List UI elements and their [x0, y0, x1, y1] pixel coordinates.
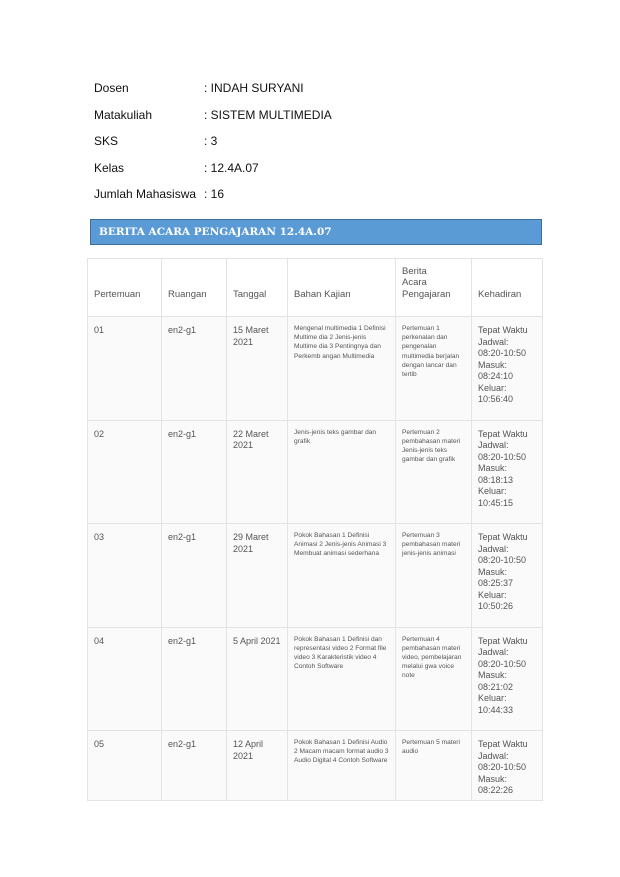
cell-tanggal: 15 Maret 2021	[227, 317, 288, 421]
cell-pertemuan: 01	[88, 317, 162, 421]
kehadiran-line: 10:44:33	[478, 704, 514, 715]
info-value: : INDAH SURYANI	[204, 81, 304, 96]
cell-tanggal: 5 April 2021	[227, 627, 288, 731]
kehadiran-line: Tepat Waktu	[478, 428, 528, 439]
kehadiran-line: Tepat Waktu	[478, 325, 528, 335]
cell-kehadiran	[472, 731, 543, 801]
cell-ruangan: en2-g1	[162, 524, 227, 628]
table-row	[88, 627, 543, 731]
cell-kehadiran	[472, 524, 543, 628]
kehadiran-line: 08:25:37	[478, 578, 514, 588]
cell-berita-acara: Pertemuan 5 materi audio	[396, 731, 472, 801]
cell-ruangan: en2-g1	[162, 317, 227, 421]
info-value: : 12.4A.07	[204, 160, 259, 175]
kehadiran-line: 08:22:26	[478, 785, 514, 795]
kehadiran-line: Keluar:	[478, 693, 507, 703]
cell-ruangan: en2-g1	[162, 420, 227, 524]
info-label: Dosen	[94, 81, 129, 96]
kehadiran-line: Masuk:	[478, 773, 508, 784]
header-kehadiran: Kehadiran	[472, 259, 543, 317]
info-row-dosen	[94, 75, 332, 102]
info-row-kelas	[94, 155, 332, 182]
header-line: Pengajaran	[402, 288, 451, 300]
kehadiran-line: Masuk:	[478, 463, 508, 473]
section-banner	[90, 219, 542, 245]
kehadiran-line: Jadwal:	[478, 750, 509, 761]
header-line: Berita	[402, 265, 427, 277]
kehadiran-line: Tepat Waktu	[478, 739, 528, 749]
table-row	[88, 524, 543, 628]
kehadiran-line: Jadwal:	[478, 336, 509, 347]
header-ruangan: Ruangan	[162, 259, 227, 317]
info-value: : SISTEM MULTIMEDIA	[204, 107, 332, 122]
table-row	[88, 731, 543, 801]
info-row-sks	[94, 128, 332, 155]
kehadiran-line: 08:20-10:50	[478, 762, 527, 772]
cell-berita-acara: Pertemuan 2 pembahasan materi Jenis-jenis teks gambar dan grafik	[396, 420, 472, 524]
kehadiran-line: Jadwal:	[478, 647, 509, 657]
kehadiran-line: 10:45:15	[478, 497, 514, 508]
info-row-matakuliah	[94, 102, 332, 129]
kehadiran-line: Keluar:	[478, 589, 507, 600]
cell-tanggal: 22 Maret 2021	[227, 420, 288, 524]
kehadiran-line: Masuk:	[478, 670, 508, 680]
kehadiran-line: Tepat Waktu	[478, 635, 528, 646]
banner-title: BERITA ACARA PENGAJARAN 12.4A.07	[99, 226, 332, 238]
info-label: Matakuliah	[94, 107, 153, 122]
cell-berita-acara: Pertemuan 4 pembahasan materi video, pembelajaran melalui gwa voice note	[396, 627, 472, 731]
header-bahan-kajian: Bahan Kajian	[288, 259, 396, 317]
kehadiran-line: 10:50:26	[478, 601, 514, 611]
cell-bahan-kajian: Pokok Bahasan 1 Definisi dan representasi video 2 Format file video 3 Karakteristik video 4 Contoh Software	[288, 627, 396, 731]
cell-tanggal: 12 April 2021	[227, 731, 288, 801]
kehadiran-line: Masuk:	[478, 566, 508, 577]
header-tanggal: Tanggal	[227, 259, 288, 317]
cell-kehadiran	[472, 420, 543, 524]
kehadiran-line: Masuk:	[478, 359, 508, 370]
cell-bahan-kajian: Pokok Bahasan 1 Definisi Animasi 2 Jenis-jenis Animasi 3 Membuat animasi sederhana	[288, 524, 396, 628]
header-berita-acara	[396, 259, 472, 317]
info-value: : 3	[204, 134, 218, 149]
kehadiran-line: Jadwal:	[478, 543, 509, 554]
info-label: SKS	[94, 134, 119, 149]
cell-pertemuan: 05	[88, 731, 162, 801]
cell-kehadiran	[472, 627, 543, 731]
kehadiran-line: 08:18:13	[478, 474, 514, 485]
kehadiran-line: Keluar:	[478, 486, 507, 496]
cell-berita-acara: Pertemuan 3 pembahasan materi jenis-jenis animasi	[396, 524, 472, 628]
table-header-row	[88, 259, 543, 317]
cell-berita-acara: Pertemuan 1 perkenalan dan pengenalan multimedia berjalan dengan lancar dan tertib	[396, 317, 472, 421]
course-info	[94, 75, 332, 208]
header-line: Acara	[402, 277, 427, 288]
kehadiran-line: 08:20-10:50	[478, 451, 527, 462]
cell-pertemuan: 04	[88, 627, 162, 731]
cell-ruangan: en2-g1	[162, 731, 227, 801]
kehadiran-line: 08:24:10	[478, 371, 514, 381]
cell-bahan-kajian: Jenis-jenis teks gambar dan grafik	[288, 420, 396, 524]
kehadiran-line: Tepat Waktu	[478, 532, 528, 542]
kehadiran-line: 10:56:40	[478, 394, 514, 404]
info-label: Jumlah Mahasiswa	[94, 187, 197, 202]
cell-pertemuan: 02	[88, 420, 162, 524]
header-pertemuan: Pertemuan	[88, 259, 162, 317]
info-row-jumlah-mahasiswa	[94, 181, 332, 208]
info-label: Kelas	[94, 160, 125, 175]
table-row	[88, 420, 543, 524]
kehadiran-line: Jadwal:	[478, 440, 509, 450]
table-row	[88, 317, 543, 421]
cell-kehadiran	[472, 317, 543, 421]
cell-ruangan: en2-g1	[162, 627, 227, 731]
cell-tanggal: 29 Maret 2021	[227, 524, 288, 628]
kehadiran-line: 08:21:02	[478, 681, 514, 692]
kehadiran-line: Keluar:	[478, 382, 507, 393]
kehadiran-line: 08:20-10:50	[478, 555, 527, 565]
kehadiran-line: 08:20-10:50	[478, 348, 527, 358]
cell-bahan-kajian: Pokok Bahasan 1 Definisi Audio 2 Macam macam format audio 3 Audio Digital 4 Contoh Software	[288, 731, 396, 801]
attendance-table	[87, 258, 543, 801]
kehadiran-line: 08:20-10:50	[478, 658, 527, 669]
cell-bahan-kajian: Mengenal multimedia 1 Definisi Multime dia 2 Jenis-jenis Multime dia 3 Pentingnya dan Perkemb angan Multimedia	[288, 317, 396, 421]
cell-pertemuan: 03	[88, 524, 162, 628]
info-value: : 16	[204, 187, 225, 202]
